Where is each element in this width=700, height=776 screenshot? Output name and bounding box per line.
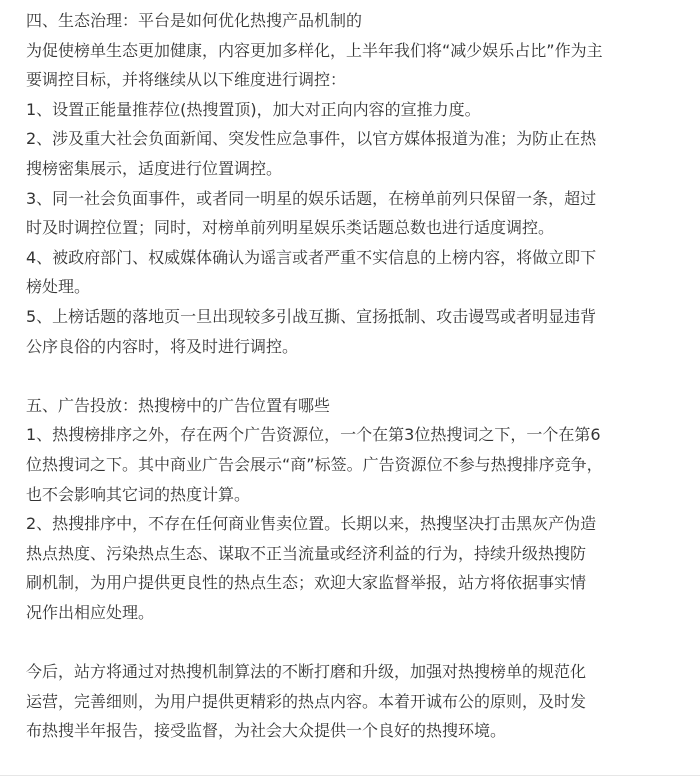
text-line: 况作出相应处理。 [26, 602, 155, 622]
text-line: 也不会影响其它词的热度计算。 [26, 484, 251, 504]
text-line: 1、设置正能量推荐位(热搜置顶)，加大对正向内容的宣推力度。 [26, 99, 481, 119]
list-item [26, 509, 686, 627]
text-line: 要调控目标，并将继续从以下维度进行调控： [26, 70, 347, 90]
text-line: 为促使榜单生态更加健康，内容更加多样化，上半年我们将“减少娱乐占比”作为主 [26, 40, 603, 60]
text-line: 热点热度、污染热点生态、谋取不正当流量或经济利益的行为，持续升级热搜防 [26, 543, 587, 563]
section-heading: 五、广告投放：热搜榜中的广告位置有哪些 [26, 395, 331, 415]
text-line: 今后，站方将通过对热搜机制算法的不断打磨和升级，加强对热搜榜单的规范化 [26, 662, 587, 682]
list-item [26, 420, 686, 509]
closing-paragraph [26, 657, 686, 746]
section-heading: 四、生态治理：平台是如何优化热搜产品机制的 [26, 11, 363, 30]
text-line: 刷机制，为用户提供更良性的热点生态；欢迎大家监督举报，站方将依据事实情 [26, 573, 587, 593]
paragraph-spacer [26, 627, 686, 657]
text-line: 榜处理。 [26, 277, 91, 297]
text-line: 1、热搜榜排序之外，存在两个广告资源位，一个在第3位热搜词之下，一个在第6 [26, 425, 601, 445]
list-item [26, 184, 686, 243]
text-line: 5、上榜话题的落地页一旦出现较多引战互撕、宣扬抵制、攻击谩骂或者明显违背 [26, 306, 597, 326]
article-body [26, 0, 686, 746]
text-line: 3、同一社会负面事件，或者同一明星的娱乐话题，在榜单前列只保留一条，超过 [26, 188, 597, 208]
text-line: 布热搜半年报告，接受监督，为社会大众提供一个良好的热搜环境。 [26, 721, 507, 741]
text-line: 位热搜词之下。其中商业广告会展示“商”标签。广告资源位不参与热搜排序竞争， [26, 454, 603, 474]
section-ecosystem-governance [26, 6, 686, 361]
paragraph-spacer [26, 361, 686, 391]
text-line: 时及时调控位置；同时，对榜单前列明星娱乐类话题总数也进行适度调控。 [26, 218, 555, 238]
paragraph-intro [26, 36, 686, 95]
list-item [26, 302, 686, 361]
text-line: 2、热搜排序中，不存在任何商业售卖位置。长期以来，热搜坚决打击黑灰产伪造 [26, 514, 597, 534]
list-item [26, 243, 686, 302]
section-advertising [26, 391, 686, 628]
list-item [26, 124, 686, 183]
text-line: 公序良俗的内容时，将及时进行调控。 [26, 336, 299, 356]
list-item [26, 95, 686, 125]
text-line: 2、涉及重大社会负面新闻、突发性应急事件，以官方媒体报道为准；为防止在热 [26, 129, 597, 149]
text-line: 4、被政府部门、权威媒体确认为谣言或者严重不实信息的上榜内容，将做立即下 [26, 247, 597, 267]
text-line: 搜榜密集展示，适度进行位置调控。 [26, 158, 283, 178]
text-line: 运营，完善细则，为用户提供更精彩的热点内容。本着开诚布公的原则，及时发 [26, 691, 587, 711]
